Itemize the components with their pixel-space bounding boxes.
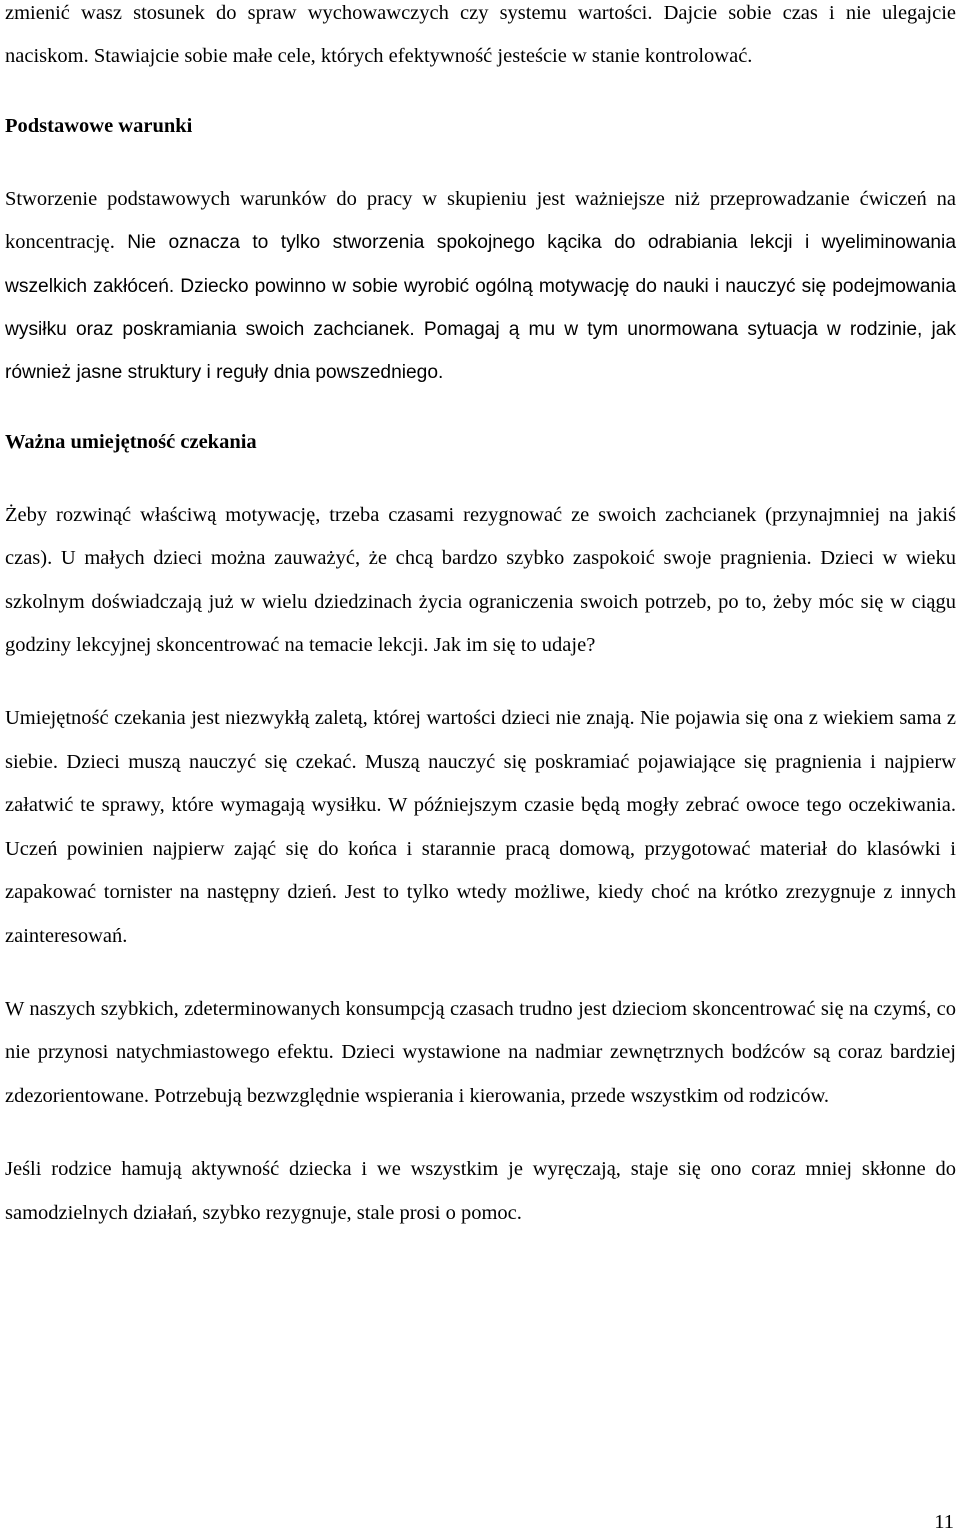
section-heading-podstawowe-warunki: Podstawowe warunki	[5, 114, 193, 137]
paragraph-rodzice: Jeśli rodzice hamują aktywność dziecka i we wszystkim je wyręczają, staje się ono coraz mniej skłonne do samodzielnych działań, szybko rezygnuje, stale prosi o pomoc.	[5, 1158, 956, 1224]
spacer	[5, 667, 956, 697]
paragraph-umiejetnosc-czekania: Umiejętność czekania jest niezwykłą zaletą, której wartości dzieci nie znają. Nie pojawia się ona z wiekiem sama z siebie. Dzieci muszą nauczyć się czekać. Muszą nauczyć się poskramiać pojawiające się pragnienia i najpierw załatwić te sprawy, które wymagają wysiłku. W późniejszym czasie będą mogły zebrać owoce tego oczekiwania. Uczeń powinien najpierw zająć się do końca i starannie pracą domową, przygotować materiał do klasówki i zapakować tornister na następny dzień. Jest to tylko wtedy możliwe, kiedy choć na krótko zrezygnuje z innych zainteresowań.	[5, 707, 956, 947]
paragraph-sans-part: Nie oznacza to tylko stworzenia spokojnego kącika do odrabiania lekcji i wyeliminowania wszelkich zakłóceń. Dziecko powinno w sobie wyrobić ogólną motywację do nauki i nauczyć się podejmowania wysiłku oraz poskramiania swoich zachcianek. Pomagaj ą mu w tym unormowana sytuacja w rodzinie, jak również jasne struktury i reguły dnia powszedniego.	[5, 232, 956, 384]
page-number: 11	[934, 1511, 954, 1533]
spacer	[5, 79, 956, 105]
section-heading-wazna-umiejetnosc: Ważna umiejętność czekania	[5, 430, 257, 453]
document-page	[5, 0, 956, 1235]
spacer	[5, 148, 956, 178]
paragraph-podstawowe-warunki	[5, 178, 956, 395]
spacer	[5, 395, 956, 421]
spacer	[5, 1118, 956, 1148]
spacer	[5, 464, 956, 494]
paragraph-szybkie-czasy: W naszych szybkich, zdeterminowanych konsumpcją czasach trudno jest dzieciom skoncentrować się na czymś, co nie przynosi natychmiastowego efektu. Dzieci wystawione na nadmiar zewnętrznych bodźców są coraz bardziej zdezorientowane. Potrzebują bezwzględnie wspierania i kierowania, przede wszystkim od rodziców.	[5, 997, 956, 1107]
paragraph-serif-part: Stworzenie podstawowych warunków do pracy w skupieniu jest ważniejsze niż przeprowadzanie ćwiczeń na koncentrację.	[5, 187, 956, 254]
spacer	[5, 958, 956, 988]
paragraph-wazna-umiejetnosc: Żeby rozwinąć właściwą motywację, trzeba czasami rezygnować ze swoich zachcianek (przynajmniej na jakiś czas). U małych dzieci można zauważyć, że chcą bardzo szybko zaspokoić swoje pragnienia. Dzieci w wieku szkolnym doświadczają już w wielu dziedzinach życia ograniczenia swoich potrzeb, po to, żeby móc się w ciągu godziny lekcyjnej skoncentrować na temacie lekcji. Jak im się to udaje?	[5, 503, 956, 657]
paragraph-intro: zmienić wasz stosunek do spraw wychowawczych czy systemu wartości. Dajcie sobie czas i nie ulegajcie naciskom. Stawiajcie sobie małe cele, których efektywność jesteście w stanie kontrolować.	[5, 2, 956, 68]
